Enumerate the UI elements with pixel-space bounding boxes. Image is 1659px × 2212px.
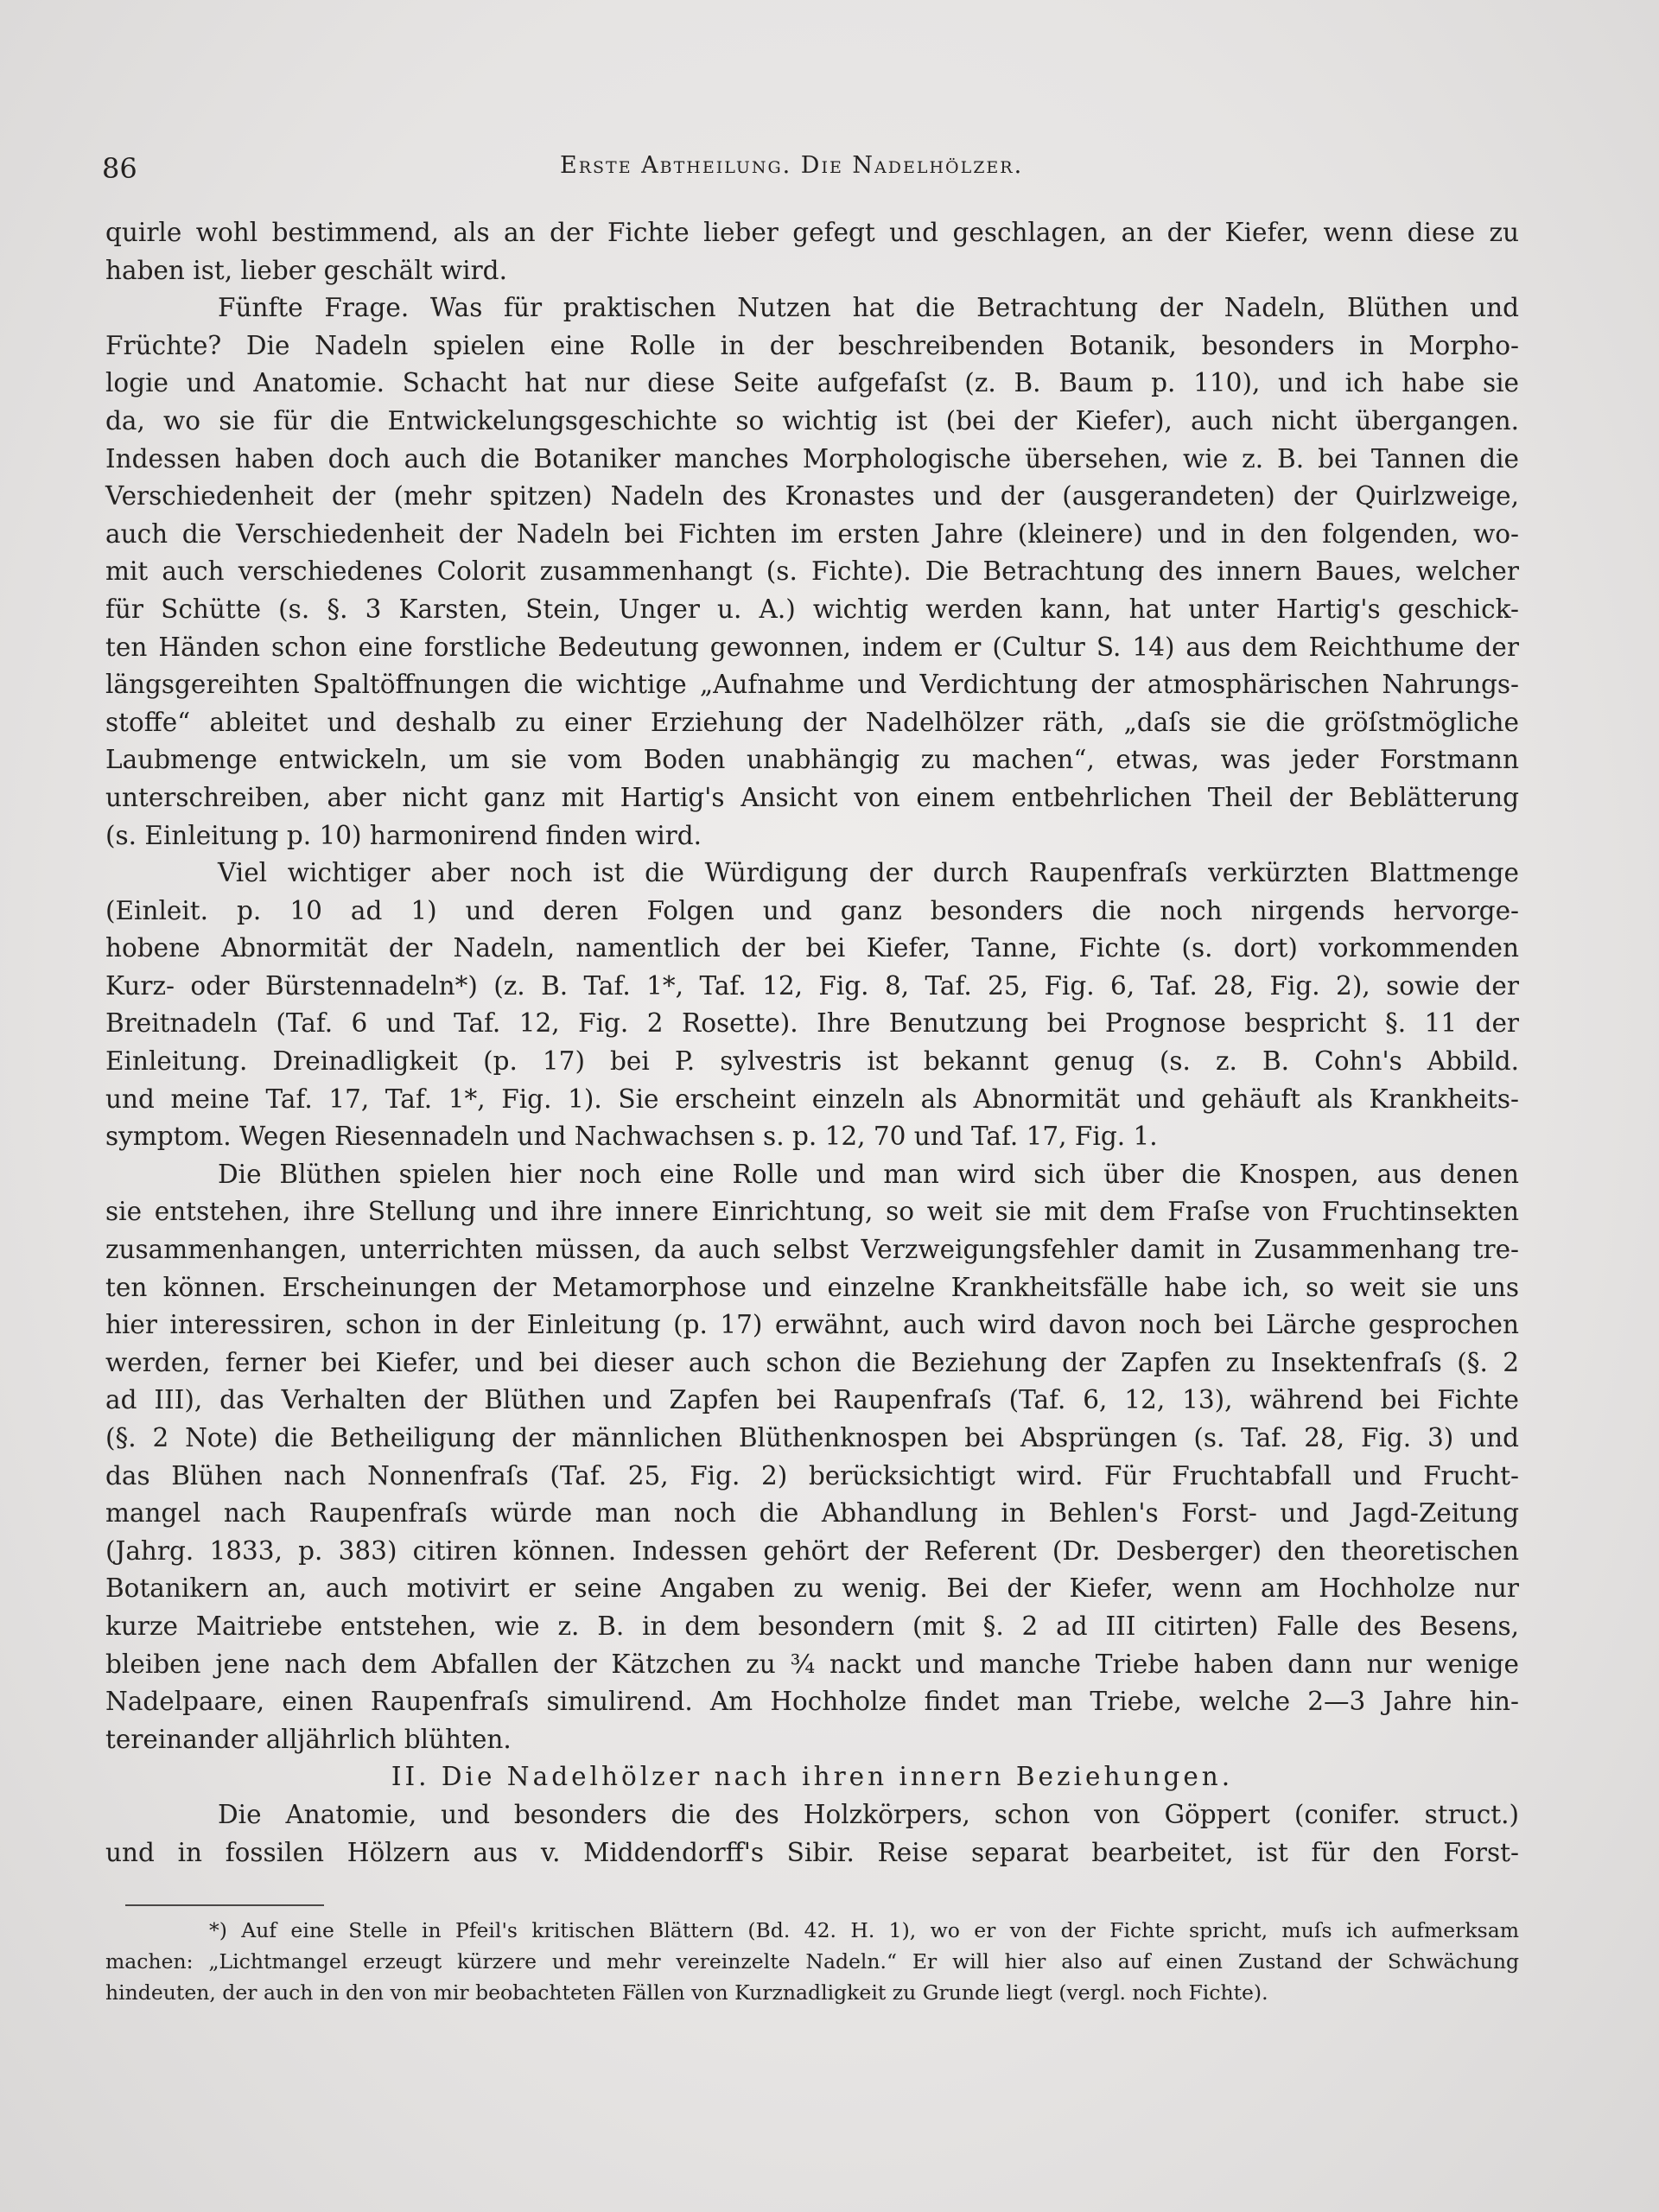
text-line: werden, ferner bei Kiefer, und bei dieser auch schon die Beziehung der Zapfen zu Insektenfraſs (§. 2 (105, 1347, 1519, 1377)
text-line: Breitnadeln (Taf. 6 und Taf. 12, Fig. 2 Rosette). Ihre Benutzung bei Prognose bespricht §. 11 der (105, 1008, 1519, 1039)
text-line: Die Anatomie, und besonders die des Holzkörpers, schon von Göppert (conifer. struct.) (218, 1799, 1519, 1829)
text-line: Die Blüthen spielen hier noch eine Rolle und man wird sich über die Knospen, aus denen (218, 1159, 1519, 1189)
text-line: Botanikern an, auch motivirt er seine Angaben zu wenig. Bei der Kiefer, wenn am Hochholze nur (105, 1573, 1519, 1604)
main-text (105, 214, 1519, 1872)
text-line: das Blühen nach Nonnenfraſs (Taf. 25, Fig. 2) berücksichtigt wird. Für Fruchtabfall und Frucht- (105, 1460, 1519, 1491)
text-line: und in fossilen Hölzern aus v. Middendorff's Sibir. Reise separat bearbeitet, ist für den Forst- (105, 1837, 1519, 1867)
text-line: für Schütte (s. §. 3 Karsten, Stein, Unger u. A.) wichtig werden kann, hat unter Hartig's geschick- (105, 594, 1519, 624)
text-line: haben ist, lieber geschält wird. (105, 255, 507, 285)
text-line: Viel wichtiger aber noch ist die Würdigung der durch Raupenfraſs verkürzten Blattmenge (218, 858, 1519, 888)
running-head: Erste Abtheilung. Die Nadelhölzer. (560, 152, 1024, 179)
footnote-divider (125, 1904, 324, 1906)
footnote-line: hindeuten, der auch in den von mir beobachteten Fällen von Kurznadligkeit zu Grunde liegt (vergl. noch Fichte). (105, 1980, 1268, 2005)
text-line: Laubmenge entwickeln, um sie vom Boden unabhängig zu machen“, etwas, was jeder Forstmann (105, 745, 1519, 775)
text-line: auch die Verschiedenheit der Nadeln bei Fichten im ersten Jahre (kleinere) und in den folgenden, wo- (105, 518, 1519, 549)
text-line: und meine Taf. 17, Taf. 1*, Fig. 1). Sie erscheint einzeln als Abnormität und gehäuft als Krankheits- (105, 1084, 1519, 1114)
text-line: symptom. Wegen Riesennadeln und Nachwachsen s. p. 12, 70 und Taf. 17, Fig. 1. (105, 1122, 1158, 1152)
text-line: ten können. Erscheinungen der Metamorphose und einzelne Krankheitsfälle habe ich, so weit sie uns (105, 1272, 1519, 1302)
text-line: Nadelpaare, einen Raupenfraſs simulirend. Am Hochholze findet man Triebe, welche 2—3 Jahre hin- (105, 1687, 1519, 1717)
text-line: Indessen haben doch auch die Botaniker manches Morphologische übersehen, wie z. B. bei Tannen die (105, 443, 1519, 474)
text-line: sie entstehen, ihre Stellung und ihre innere Einrichtung, so weit sie mit dem Fraſse von Fruchtinsekten (105, 1197, 1519, 1227)
text-line: da, wo sie für die Entwickelungsgeschichte so wichtig ist (bei der Kiefer), auch nicht übergangen. (105, 405, 1519, 435)
text-line: mangel nach Raupenfraſs würde man noch die Abhandlung in Behlen's Forst- und Jagd-Zeitung (105, 1498, 1519, 1529)
section-heading: II. Die Nadelhölzer nach ihren innern Beziehungen. (391, 1762, 1234, 1792)
text-line: tereinander alljährlich blühten. (105, 1724, 512, 1754)
text-line: quirle wohl bestimmend, als an der Fichte lieber gefegt und geschlagen, an der Kiefer, wenn diese zu (105, 218, 1519, 247)
text-line: Einleitung. Dreinadligkeit (p. 17) bei P. sylvestris ist bekannt genug (s. z. B. Cohn's Abbild. (105, 1046, 1519, 1077)
text-line: mit auch verschiedenes Colorit zusammenhangt (s. Fichte). Die Betrachtung des innern Baues, welcher (105, 556, 1519, 587)
text-line: Verschiedenheit der (mehr spitzen) Nadeln des Kronastes und der (ausgerandeten) der Quirlzweige, (105, 481, 1519, 512)
page-number: 86 (102, 152, 137, 185)
text-line: zusammenhangen, unterrichten müssen, da auch selbst Verzweigungsfehler damit in Zusammenhang tre- (105, 1235, 1519, 1265)
text-line: kurze Maitriebe entstehen, wie z. B. in dem besondern (mit §. 2 ad III citirten) Falle des Besens, (105, 1611, 1519, 1641)
text-line: hobene Abnormität der Nadeln, namentlich der bei Kiefer, Tanne, Fichte (s. dort) vorkommenden (105, 933, 1519, 963)
page-header (102, 152, 1519, 190)
text-line: hier interessiren, schon in der Einleitung (p. 17) erwähnt, auch wird davon noch bei Lärche gesprochen (105, 1310, 1519, 1340)
text-line: (Jahrg. 1833, p. 383) citiren können. Indessen gehört der Referent (Dr. Desberger) den theoretischen (105, 1535, 1519, 1566)
text-line: ad III), das Verhalten der Blüthen und Zapfen bei Raupenfraſs (Taf. 6, 12, 13), während bei Fichte (105, 1385, 1519, 1415)
text-line: logie und Anatomie. Schacht hat nur diese Seite aufgefaſst (z. B. Baum p. 110), und ich habe sie (105, 368, 1519, 398)
text-line: Kurz- oder Bürstennadeln*) (z. B. Taf. 1*, Taf. 12, Fig. 8, Taf. 25, Fig. 6, Taf. 28, Fig. 2), sowie der (105, 970, 1519, 1001)
text-line: (§. 2 Note) die Betheiligung der männlichen Blüthenknospen bei Absprüngen (s. Taf. 28, Fig. 3) und (105, 1423, 1519, 1452)
text-line: Früchte? Die Nadeln spielen eine Rolle in der beschreibenden Botanik, besonders in Morpho- (105, 330, 1519, 360)
text-line: (Einleit. p. 10 ad 1) und deren Folgen und ganz besonders die noch nirgends hervorge- (105, 895, 1519, 925)
text-line: (s. Einleitung p. 10) harmonirend finden wird. (105, 820, 702, 850)
footnote-line: machen: „Lichtmangel erzeugt kürzere und mehr vereinzelte Nadeln.“ Er will hier also auf einen Zustand der Schwächung (105, 1949, 1519, 1974)
footnotes (105, 1915, 1519, 2008)
text-line: ten Händen schon eine forstliche Bedeutung gewonnen, indem er (Cultur S. 14) aus dem Reichthume der (105, 632, 1519, 662)
text-line: stoffe“ ableitet und deshalb zu einer Erziehung der Nadelhölzer räth, „daſs sie die gröſstmögliche (105, 707, 1519, 737)
text-line: unterschreiben, aber nicht ganz mit Hartig's Ansicht von einem entbehrlichen Theil der Beblätterung (105, 782, 1519, 812)
text-line: Fünfte Frage. Was für praktischen Nutzen hat die Betrachtung der Nadeln, Blüthen und (218, 293, 1519, 323)
text-line: bleiben jene nach dem Abfallen der Kätzchen zu ¾ nackt und manche Triebe haben dann nur wenige (105, 1649, 1519, 1679)
text-line: längsgereihten Spaltöffnungen die wichtige „Aufnahme und Verdichtung der atmosphärischen Nahrungs- (105, 670, 1519, 700)
footnote-line: *) Auf eine Stelle in Pfeil's kritischen Blättern (Bd. 42. H. 1), wo er von der Fichte spricht, muſs ich aufmerksam (209, 1918, 1519, 1942)
